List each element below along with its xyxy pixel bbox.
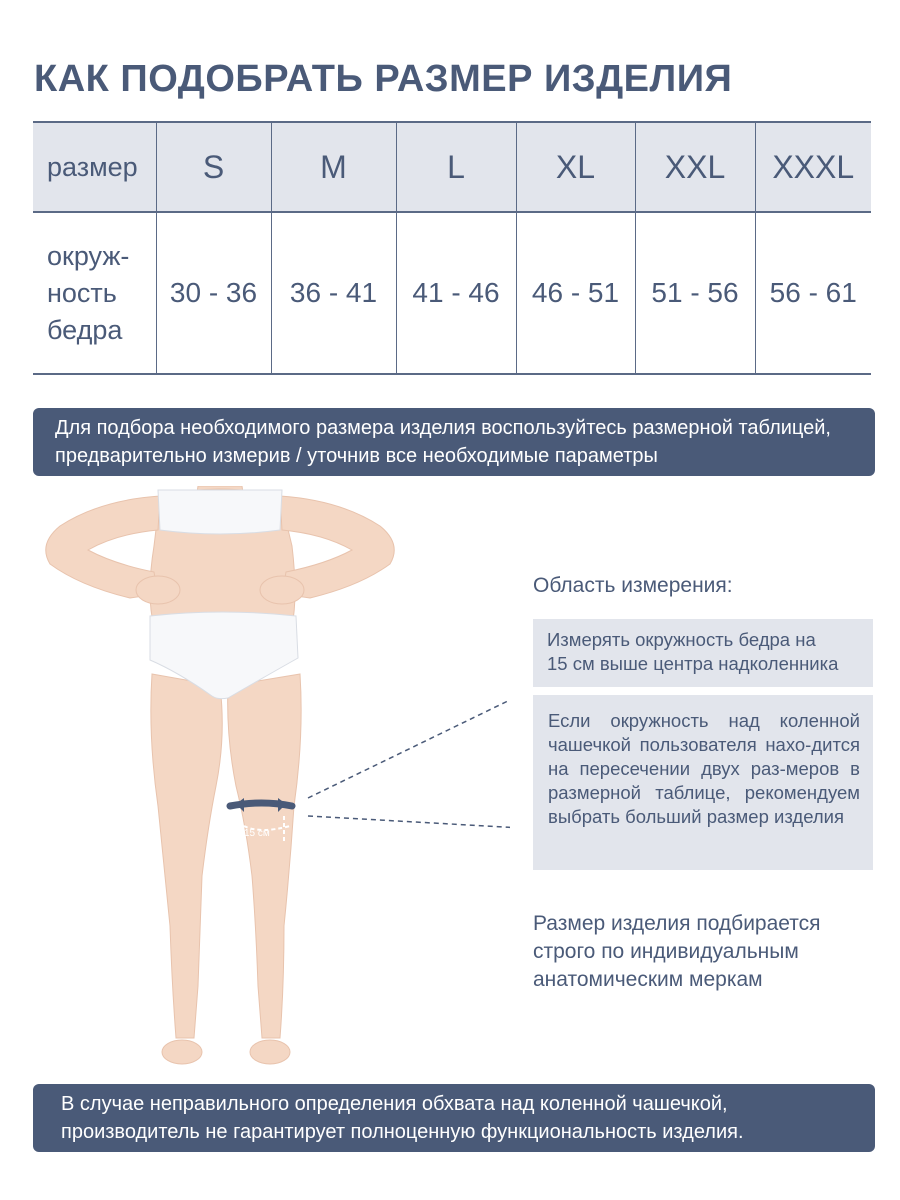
size-cell: XXXL	[755, 122, 871, 212]
size-cell: XXL	[635, 122, 755, 212]
girth-cell: 46 - 51	[516, 212, 635, 374]
instruction-line: Измерять окружность бедра на	[547, 629, 816, 650]
instruction-banner	[33, 408, 875, 476]
body-figure	[30, 486, 510, 1076]
note-line: анатомическим меркам	[533, 968, 763, 991]
girth-cell: 30 - 36	[156, 212, 271, 374]
girth-label-line: окруж-	[47, 240, 130, 271]
girth-cell: 51 - 56	[635, 212, 755, 374]
banner-line: В случае неправильного определения обхвата над коленной чашечкой,	[61, 1093, 728, 1115]
instruction-line: 15 см выше центра надколенника	[547, 653, 839, 674]
size-cell: M	[271, 122, 396, 212]
anatomy-note	[533, 910, 873, 994]
measurement-area-title: Область измерения:	[533, 574, 733, 597]
note-line: Размер изделия подбирается	[533, 912, 821, 935]
warranty-banner	[33, 1084, 875, 1152]
size-table	[33, 121, 871, 375]
size-cell: XL	[516, 122, 635, 212]
size-cell: L	[396, 122, 516, 212]
girth-row-label	[33, 212, 156, 374]
page-title: КАК ПОДОБРАТЬ РАЗМЕР ИЗДЕЛИЯ	[34, 58, 733, 100]
banner-line: производитель не гарантирует полноценную функциональность изделия.	[61, 1121, 744, 1143]
size-recommendation-box: Если окружность над коленной чашечкой пользователя нахо-дится на пересечении двух раз-меров в размерной таблице, рекомендуем выбрать больший размер изделия	[533, 695, 873, 870]
measure-label: 15 см	[244, 828, 270, 839]
girth-cell: 36 - 41	[271, 212, 396, 374]
banner-line: Для подбора необходимого размера изделия воспользуйтесь размерной таблицей,	[55, 417, 831, 439]
girth-cell: 56 - 61	[755, 212, 871, 374]
banner-line: предварительно измерив / уточнив все необходимые параметры	[55, 445, 658, 467]
size-cell: S	[156, 122, 271, 212]
size-row	[33, 122, 871, 212]
note-line: строго по индивидуальным	[533, 940, 799, 963]
girth-cell: 41 - 46	[396, 212, 516, 374]
size-row-label: размер	[33, 122, 156, 212]
girth-row	[33, 212, 871, 374]
measure-instruction-box	[533, 619, 873, 687]
girth-label-line: бедра	[47, 314, 123, 345]
girth-label-line: ность	[47, 277, 117, 308]
